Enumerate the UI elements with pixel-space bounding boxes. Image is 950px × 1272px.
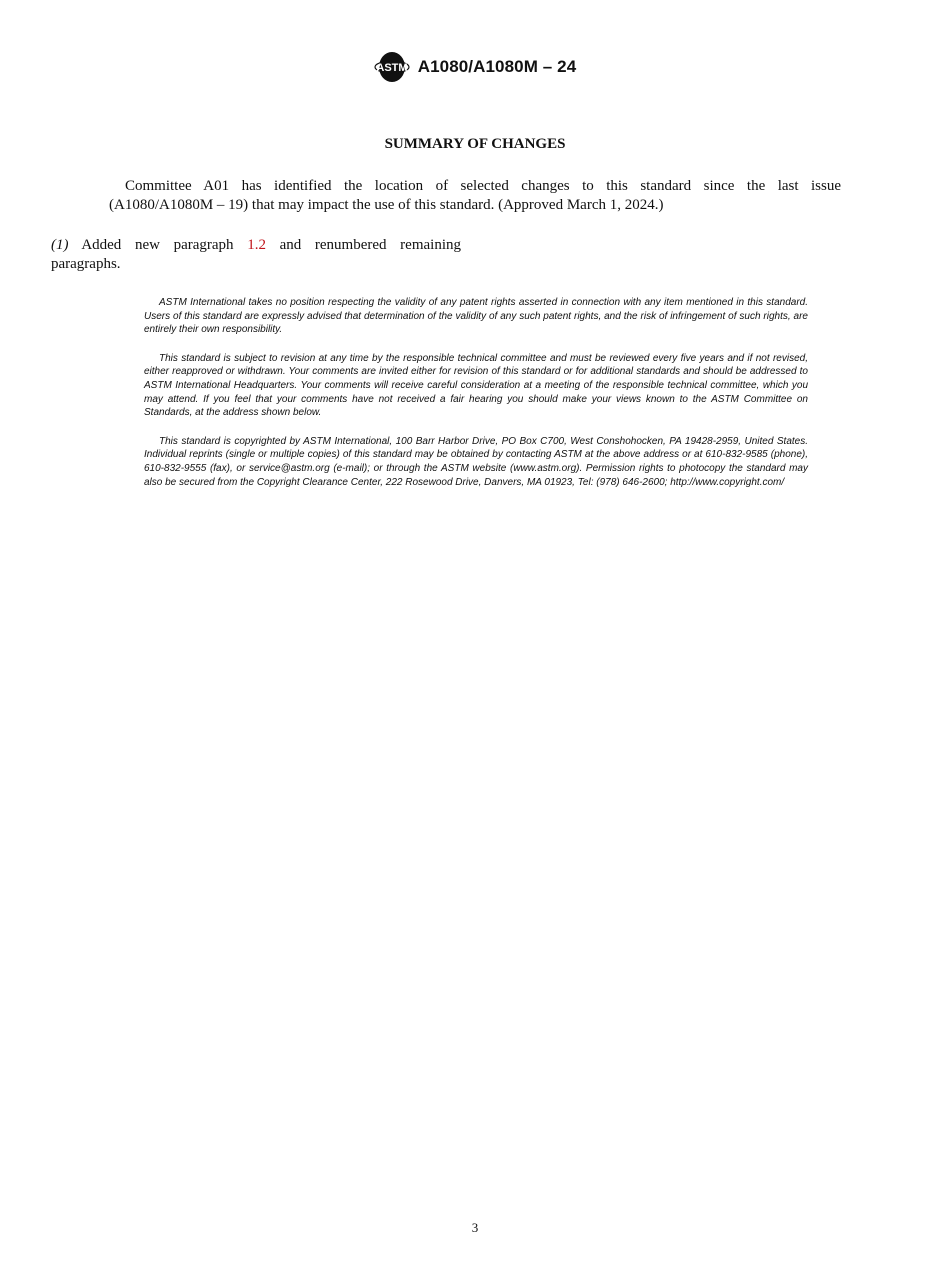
change-text-before: Added new paragraph bbox=[68, 237, 248, 253]
legal-notes bbox=[144, 296, 808, 504]
astm-logo-icon bbox=[374, 50, 410, 84]
standard-designation: A1080/A1080M – 24 bbox=[417, 57, 577, 76]
copyright-notice: This standard is copyrighted by ASTM International, 100 Barr Harbor Drive, PO Box C700, West Conshohocken, PA 19428-2959, United States. Individual reprints (single or multiple copies) of this standard may be obtained by contacting ASTM at the above address or at 610-832-9585 (phone), 610-832-9555 (fax), or service@astm.org (e-mail); or through the ASTM website (www.astm.org). Permission rights to photocopy the standard may also be secured from the Copyright Clearance Center, 222 Rosewood Drive, Danvers, MA 01923, Tel: (978) 646-2600; http://www.copyright.com/ bbox=[144, 435, 808, 488]
page-number: 3 bbox=[471, 1220, 479, 1235]
page-header bbox=[0, 50, 950, 84]
intro-line-2: (A1080/A1080M – 19) that may impact the use of this standard. (Approved March 1, 2024.) bbox=[109, 197, 664, 213]
summary-intro bbox=[109, 177, 841, 215]
patent-notice: ASTM International takes no position respecting the validity of any patent rights asserted in connection with any item mentioned in this standard. Users of this standard are expressly advised that determination of the validity of any such patent rights, and the risk of infringement of such rights, are entirely their own responsibility. bbox=[144, 297, 808, 336]
intro-line-1: Committee A01 has identified the location of selected changes to this standard since the last issue bbox=[125, 178, 841, 194]
svg-text:ASTM: ASTM bbox=[376, 62, 408, 74]
change-number: (1) bbox=[51, 237, 69, 253]
paragraph-reference-link[interactable]: 1.2 bbox=[247, 237, 266, 253]
change-text-after: and renumbered remaining paragraphs. bbox=[51, 237, 461, 272]
revision-notice: This standard is subject to revision at any time by the responsible technical committee and must be reviewed every five years and if not revised, either reapproved or withdrawn. Your comments are invited either for revision of this standard or for additional standards and should be addressed to ASTM International Headquarters. Your comments will receive careful consideration at a meeting of the responsible technical committee, which you may attend. If you feel that your comments have not received a fair hearing you should make your views known to the ASTM Committee on Standards, at the address shown below. bbox=[144, 352, 808, 419]
change-item bbox=[51, 236, 461, 274]
summary-title: SUMMARY OF CHANGES bbox=[384, 136, 566, 152]
